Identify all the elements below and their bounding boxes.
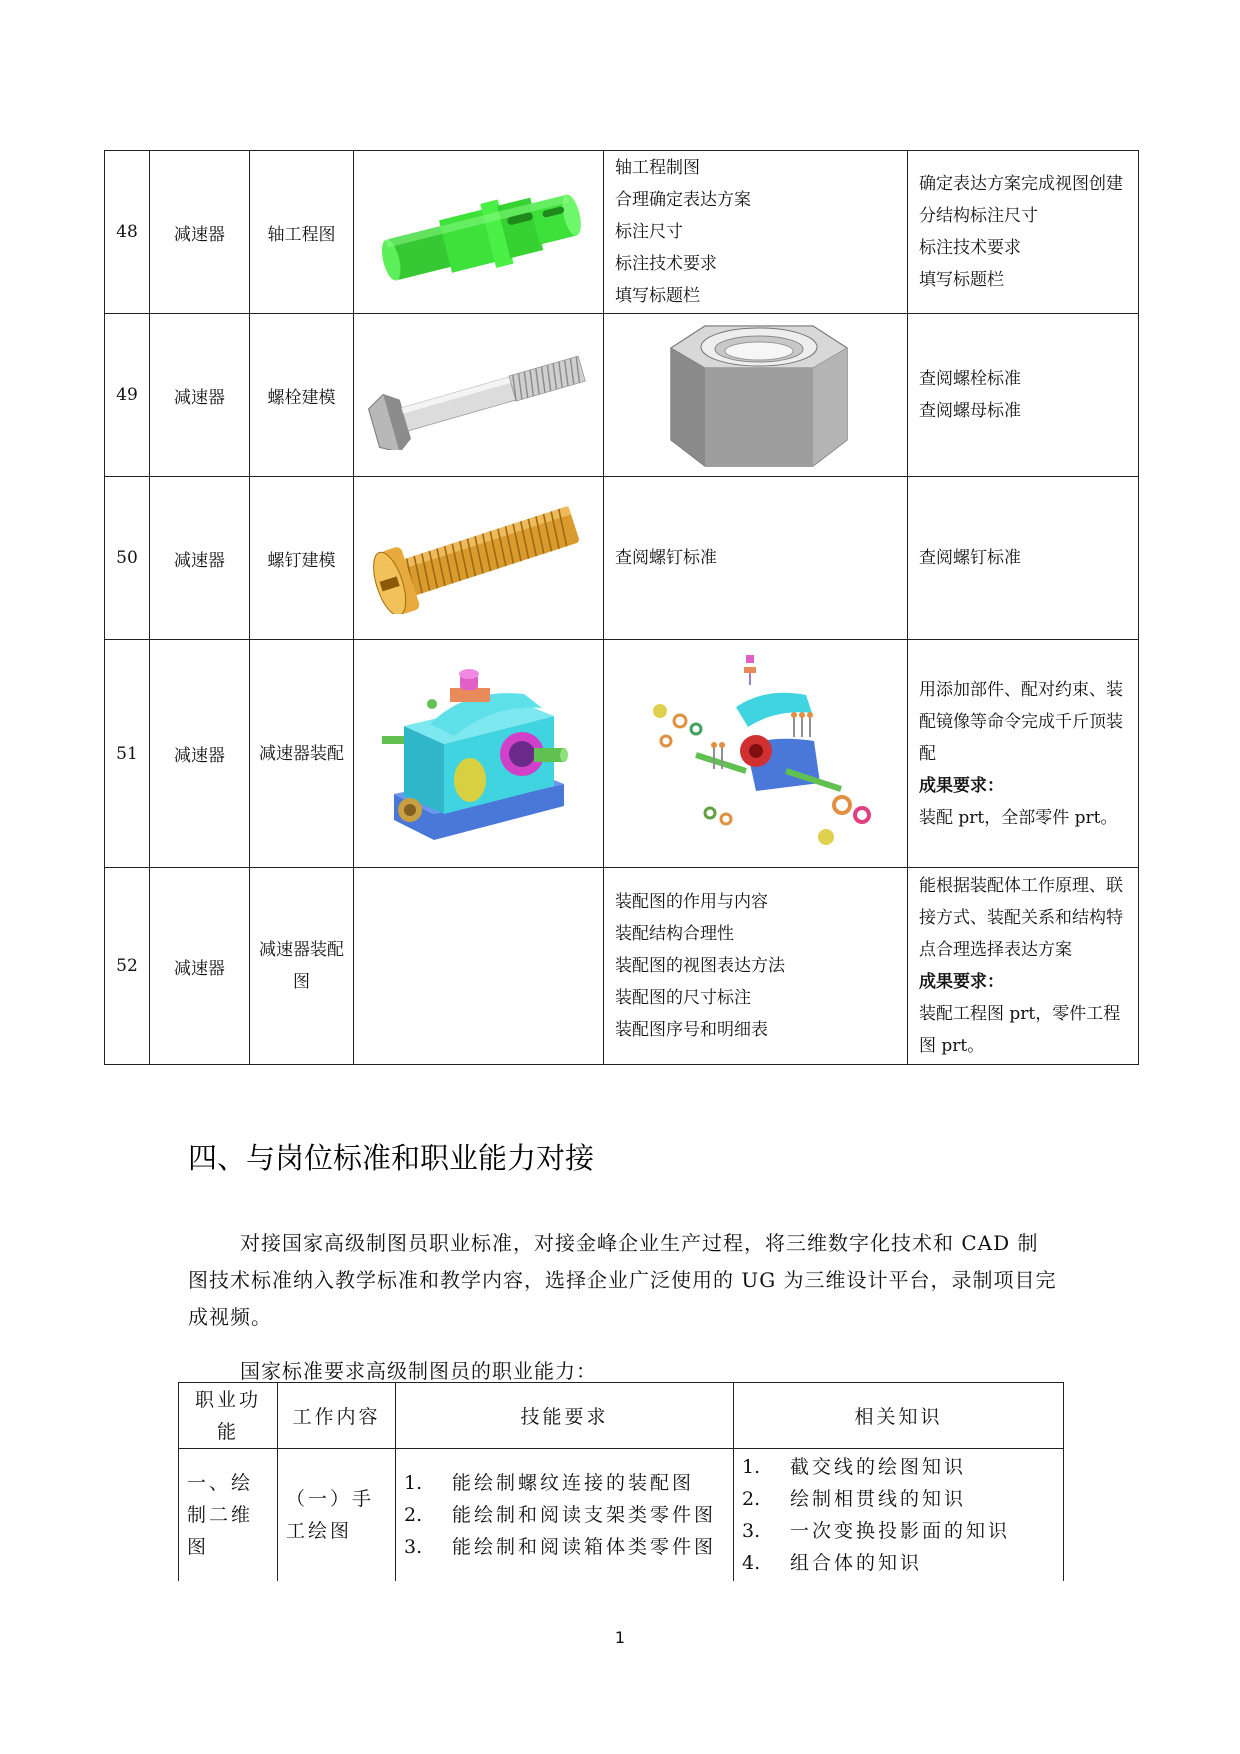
content-cell bbox=[604, 868, 908, 1065]
work-content-cell: （一）手工绘图 bbox=[278, 1449, 396, 1581]
section-paragraph: 对接国家高级制图员职业标准，对接金峰企业生产过程，将三维数字化技术和 CAD 制图技术标准纳入教学标准和教学内容，选择企业广泛使用的 UG 为三维设计平台，录制项目完成视频。 bbox=[188, 1231, 1057, 1329]
requirement-line: 分结构标注尺寸 bbox=[919, 206, 1038, 226]
skills-intro: 国家标准要求高级制图员的职业能力： bbox=[240, 1359, 597, 1383]
content-line: 轴工程制图 bbox=[615, 158, 700, 178]
task-name: 螺钉建模 bbox=[250, 477, 354, 640]
image-cell bbox=[604, 314, 908, 477]
requirement-cell bbox=[908, 868, 1139, 1065]
skills-header-row bbox=[179, 1383, 1064, 1449]
result-text: 装配 prt，全部零件 prt。 bbox=[919, 807, 1118, 828]
exploded-assembly-image bbox=[636, 651, 876, 857]
task-name-text: 减速器装配 bbox=[259, 743, 344, 764]
task-name: 轴工程图 bbox=[250, 151, 354, 314]
requirement-text: 能根据装配体工作原理、联接方式、装配关系和结构特点合理选择表达方案 bbox=[919, 876, 1123, 960]
skills-table bbox=[178, 1382, 1064, 1581]
bolt-model-image bbox=[361, 340, 597, 450]
row-number: 48 bbox=[105, 151, 150, 314]
requirement-cell bbox=[908, 640, 1139, 868]
row-number: 50 bbox=[105, 477, 150, 640]
content-line: 填写标题栏 bbox=[615, 286, 700, 306]
list-item: 2. 绘制相贯线的知识 bbox=[742, 1487, 967, 1510]
nut-model-image bbox=[661, 320, 851, 470]
list-item: 2. 能绘制和阅读支架类零件图 bbox=[404, 1503, 717, 1526]
content-line: 装配图的视图表达方法 bbox=[615, 956, 785, 976]
image-cell bbox=[354, 151, 604, 314]
row-number: 52 bbox=[105, 868, 150, 1065]
table-row bbox=[105, 640, 1139, 868]
header-knowledge: 相关知识 bbox=[734, 1383, 1064, 1449]
requirement-line: 查阅螺母标准 bbox=[919, 401, 1021, 421]
list-item: 1. 能绘制螺纹连接的装配图 bbox=[404, 1471, 695, 1494]
project-name: 减速器 bbox=[150, 868, 250, 1065]
page-number: 1 bbox=[614, 1628, 626, 1647]
table-row bbox=[105, 477, 1139, 640]
content-line: 装配结构合理性 bbox=[615, 924, 734, 944]
requirement-line: 确定表达方案完成视图创建 bbox=[919, 174, 1123, 194]
header-skills: 技能要求 bbox=[396, 1383, 734, 1449]
task-name bbox=[250, 868, 354, 1065]
requirement-cell bbox=[908, 314, 1139, 477]
table-row bbox=[105, 868, 1139, 1065]
image-cell bbox=[604, 640, 908, 868]
table-row bbox=[105, 151, 1139, 314]
table-row bbox=[105, 314, 1139, 477]
project-name: 减速器 bbox=[150, 314, 250, 477]
list-item: 4. 组合体的知识 bbox=[742, 1551, 923, 1574]
image-cell bbox=[354, 314, 604, 477]
list-item: 1. 截交线的绘图知识 bbox=[742, 1455, 967, 1478]
content-cell bbox=[604, 477, 908, 640]
image-cell bbox=[354, 477, 604, 640]
task-name: 螺栓建模 bbox=[250, 314, 354, 477]
image-cell bbox=[354, 640, 604, 868]
requirement-cell bbox=[908, 477, 1139, 640]
project-name: 减速器 bbox=[150, 151, 250, 314]
project-name: 减速器 bbox=[150, 477, 250, 640]
skill-list bbox=[396, 1449, 734, 1581]
gearbox-assembly-image bbox=[374, 664, 584, 844]
header-function: 职业功能 bbox=[179, 1383, 278, 1449]
image-cell bbox=[354, 868, 604, 1065]
content-line: 装配图序号和明细表 bbox=[615, 1020, 768, 1040]
result-label: 成果要求： bbox=[919, 972, 1004, 992]
skills-row bbox=[179, 1449, 1064, 1581]
function-cell: 一、绘制二维图 bbox=[179, 1449, 278, 1581]
requirement-text: 用添加部件、配对约束、装配镜像等命令完成千斤顶装配 bbox=[919, 679, 1123, 764]
result-label: 成果要求： bbox=[919, 775, 1004, 796]
content-line: 查阅螺钉标准 bbox=[615, 548, 717, 568]
requirement-line: 查阅螺钉标准 bbox=[919, 548, 1021, 568]
content-line: 标注尺寸 bbox=[615, 222, 683, 242]
task-name bbox=[250, 640, 354, 868]
content-cell bbox=[604, 151, 908, 314]
requirement-cell bbox=[908, 151, 1139, 314]
content-line: 合理确定表达方案 bbox=[615, 190, 751, 210]
list-item: 3. 一次变换投影面的知识 bbox=[742, 1519, 1011, 1542]
list-item: 3. 能绘制和阅读箱体类零件图 bbox=[404, 1535, 717, 1558]
result-text: 装配工程图 prt，零件工程图 prt。 bbox=[919, 1004, 1121, 1056]
header-content: 工作内容 bbox=[278, 1383, 396, 1449]
content-line: 装配图的尺寸标注 bbox=[615, 988, 751, 1008]
project-name: 减速器 bbox=[150, 640, 250, 868]
content-line: 标注技术要求 bbox=[615, 254, 717, 274]
requirement-line: 查阅螺栓标准 bbox=[919, 369, 1021, 389]
screw-model-image bbox=[366, 502, 592, 614]
row-number: 51 bbox=[105, 640, 150, 868]
requirement-line: 标注技术要求 bbox=[919, 238, 1021, 258]
content-line: 装配图的作用与内容 bbox=[615, 892, 768, 912]
project-table bbox=[104, 150, 1139, 1065]
section-heading: 四、与岗位标准和职业能力对接 bbox=[188, 1141, 595, 1175]
row-number: 49 bbox=[105, 314, 150, 477]
task-name-text: 减速器装配图 bbox=[259, 940, 344, 992]
shaft-model-image bbox=[369, 177, 589, 287]
knowledge-list bbox=[734, 1449, 1064, 1581]
requirement-line: 填写标题栏 bbox=[919, 270, 1004, 290]
